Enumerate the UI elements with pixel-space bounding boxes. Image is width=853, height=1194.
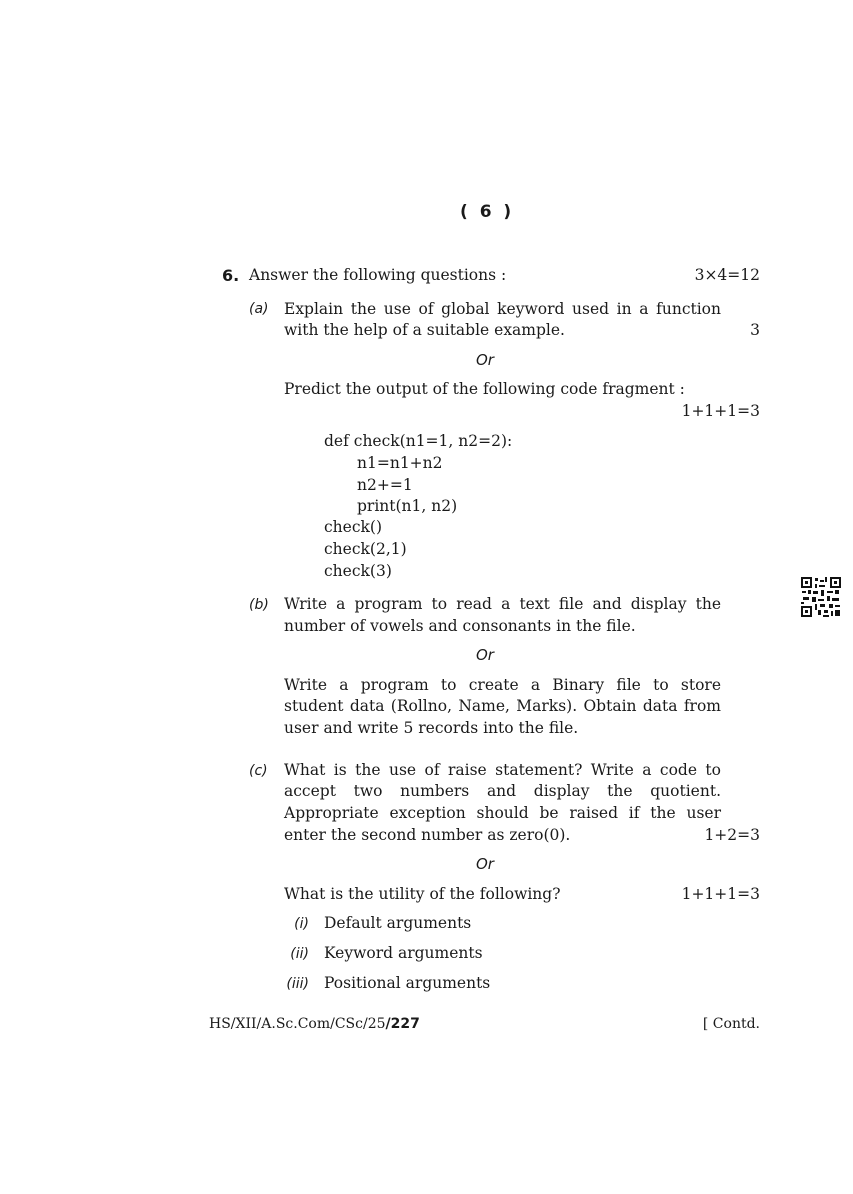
part-a-marks: 3 <box>750 321 760 339</box>
part-a-alt-marks: 1+1+1=3 <box>681 402 760 420</box>
part-b-alt-line-1: Write a program to create a Binary file to store <box>284 676 721 694</box>
part-c-line-4: enter the second number as zero(0). <box>284 826 571 844</box>
qr-code-icon <box>801 577 841 617</box>
part-c-line-2: accept two numbers and display the quotient. <box>284 782 721 800</box>
sub-item-label: (i) <box>294 916 309 932</box>
part-b-line-2: number of vowels and consonants in the file. <box>284 617 636 635</box>
footer-contd: [ Contd. <box>702 1016 760 1032</box>
sub-item-label: (ii) <box>290 946 309 962</box>
part-c-label: (c) <box>249 763 268 779</box>
part-a-label: (a) <box>249 301 269 317</box>
sub-item-text: Default arguments <box>324 914 472 932</box>
code-line: def check(n1=1, n2=2): <box>324 432 513 450</box>
part-a-or: Or <box>476 351 494 369</box>
part-c-alt-marks: 1+1+1=3 <box>681 885 760 903</box>
part-c-marks: 1+2=3 <box>704 826 760 844</box>
part-c-or: Or <box>476 855 494 873</box>
sub-item-text: Keyword arguments <box>324 944 483 962</box>
part-b-line-1: Write a program to read a text file and display the <box>284 595 721 613</box>
part-b-alt-line-3: user and write 5 records into the file. <box>284 719 579 737</box>
code-line: check(3) <box>324 562 392 580</box>
footer-code: HS/XII/A.Sc.Com/CSc/25/227 <box>209 1016 420 1032</box>
sub-item-text: Positional arguments <box>324 974 491 992</box>
part-b-label: (b) <box>249 597 269 613</box>
question-marks: 3×4=12 <box>694 266 760 284</box>
part-a-line-1: Explain the use of global keyword used in a function <box>284 300 721 318</box>
sub-item-label: (iii) <box>286 976 309 992</box>
part-c-line-1: What is the use of raise statement? Write a code to <box>284 761 721 779</box>
code-line: check() <box>324 518 383 536</box>
page-number: ( 6 ) <box>460 202 515 222</box>
code-line: check(2,1) <box>324 540 407 558</box>
part-b-or: Or <box>476 646 494 664</box>
part-b-alt-line-2: student data (Rollno, Name, Marks). Obtain data from <box>284 697 721 715</box>
code-line: n2+=1 <box>357 476 413 494</box>
part-a-line-2: with the help of a suitable example. <box>284 321 565 339</box>
footer-number: /227 <box>385 1016 420 1032</box>
code-line: n1=n1+n2 <box>357 454 443 472</box>
part-c-alt-text: What is the utility of the following? <box>284 885 561 903</box>
part-c-line-3: Appropriate exception should be raised if the user <box>284 804 721 822</box>
part-a-alt-text: Predict the output of the following code fragment : <box>284 380 685 398</box>
question-text: Answer the following questions : <box>249 266 507 284</box>
code-line: print(n1, n2) <box>357 497 458 515</box>
question-number: 6. <box>222 266 240 285</box>
